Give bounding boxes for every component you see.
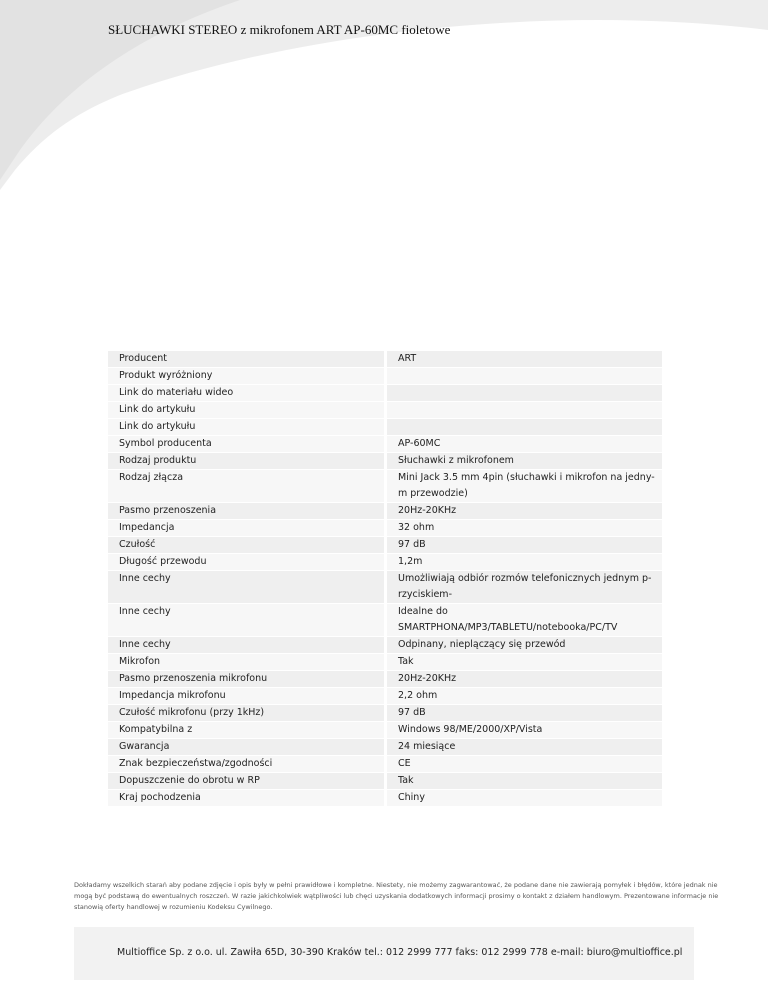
spec-value: AP-60MC [387, 436, 662, 452]
spec-row [108, 739, 662, 755]
spec-label: Produkt wyróżniony [108, 368, 384, 384]
spec-row [108, 402, 662, 418]
spec-label: Mikrofon [108, 654, 384, 670]
spec-value: Mini Jack 3.5 mm 4pin (słuchawki i mikrofon na jedny- m przewodzie) [387, 470, 662, 502]
spec-value: Tak [387, 654, 662, 670]
spec-row [108, 637, 662, 653]
spec-value: 97 dB [387, 537, 662, 553]
spec-label: Czułość [108, 537, 384, 553]
spec-row [108, 520, 662, 536]
spec-value: 97 dB [387, 705, 662, 721]
spec-row [108, 722, 662, 738]
spec-label: Rodzaj złącza [108, 470, 384, 502]
spec-row [108, 756, 662, 772]
spec-label: Impedancja mikrofonu [108, 688, 384, 704]
spec-value: 24 miesiące [387, 739, 662, 755]
spec-value [387, 419, 662, 435]
spec-row [108, 654, 662, 670]
spec-label: Inne cechy [108, 604, 384, 636]
spec-value: Chiny [387, 790, 662, 806]
spec-value: Windows 98/ME/2000/XP/Vista [387, 722, 662, 738]
spec-row [108, 385, 662, 401]
spec-value: Słuchawki z mikrofonem [387, 453, 662, 469]
spec-value: 32 ohm [387, 520, 662, 536]
spec-value: Umożliwiają odbiór rozmów telefonicznych jednym p- rzyciskiem- [387, 571, 662, 603]
spec-row [108, 419, 662, 435]
spec-value: Idealne do SMARTPHONA/MP3/TABLETU/notebooka/PC/TV [387, 604, 662, 636]
spec-label: Link do artykułu [108, 419, 384, 435]
spec-label: Czułość mikrofonu (przy 1kHz) [108, 705, 384, 721]
disclaimer-text: Dokładamy wszelkich starań aby podane zdjęcie i opis były w pełni prawidłowe i kompletne. Niestety, nie możemy zagwarantować, że podane dane nie zawierają pomyłek i błędów, które jednak nie mogą być podstawą do ewentualnych roszczeń. W razie jakichkolwiek wątpliwości lub chęci uzyskania dodatkowych informacji prosimy o kontakt z działem handlowym. Prezentowane informacje nie stanowią oferty handlowej w rozumieniu Kodeksu Cywilnego. [74, 881, 719, 911]
spec-row [108, 554, 662, 570]
spec-row [108, 436, 662, 452]
spec-value: 20Hz-20KHz [387, 671, 662, 687]
spec-row [108, 705, 662, 721]
spec-row [108, 604, 662, 636]
spec-value: CE [387, 756, 662, 772]
spec-label: Kraj pochodzenia [108, 790, 384, 806]
spec-row [108, 773, 662, 789]
spec-table [108, 350, 662, 807]
page-title: SŁUCHAWKI STEREO z mikrofonem ART AP-60MC fioletowe [108, 22, 451, 37]
spec-label: Kompatybilna z [108, 722, 384, 738]
spec-value: 20Hz-20KHz [387, 503, 662, 519]
spec-label: Gwarancja [108, 739, 384, 755]
spec-label: Impedancja [108, 520, 384, 536]
spec-label: Rodzaj produktu [108, 453, 384, 469]
spec-row [108, 671, 662, 687]
spec-label: Inne cechy [108, 571, 384, 603]
spec-label: Znak bezpieczeństwa/zgodności [108, 756, 384, 772]
spec-row [108, 688, 662, 704]
spec-row [108, 503, 662, 519]
footer-contact: Multioffice Sp. z o.o. ul. Zawiła 65D, 30-390 Kraków tel.: 012 2999 777 faks: 012 2999 778 e-mail: biuro@multioffice.pl [117, 947, 683, 958]
spec-value: ART [387, 351, 662, 367]
spec-label: Dopuszczenie do obrotu w RP [108, 773, 384, 789]
spec-row [108, 368, 662, 384]
spec-value: 2,2 ohm [387, 688, 662, 704]
spec-value [387, 402, 662, 418]
spec-value [387, 385, 662, 401]
spec-row [108, 470, 662, 502]
spec-label: Link do artykułu [108, 402, 384, 418]
spec-label: Symbol producenta [108, 436, 384, 452]
spec-label: Pasmo przenoszenia mikrofonu [108, 671, 384, 687]
spec-value: Tak [387, 773, 662, 789]
spec-label: Długość przewodu [108, 554, 384, 570]
spec-value [387, 368, 662, 384]
footer [74, 927, 694, 980]
spec-row [108, 351, 662, 367]
spec-label: Producent [108, 351, 384, 367]
spec-label: Inne cechy [108, 637, 384, 653]
spec-value: 1,2m [387, 554, 662, 570]
spec-value: Odpinany, nieplączący się przewód [387, 637, 662, 653]
spec-label: Pasmo przenoszenia [108, 503, 384, 519]
spec-row [108, 537, 662, 553]
spec-label: Link do materiału wideo [108, 385, 384, 401]
spec-row [108, 790, 662, 806]
spec-row [108, 571, 662, 603]
spec-row [108, 453, 662, 469]
